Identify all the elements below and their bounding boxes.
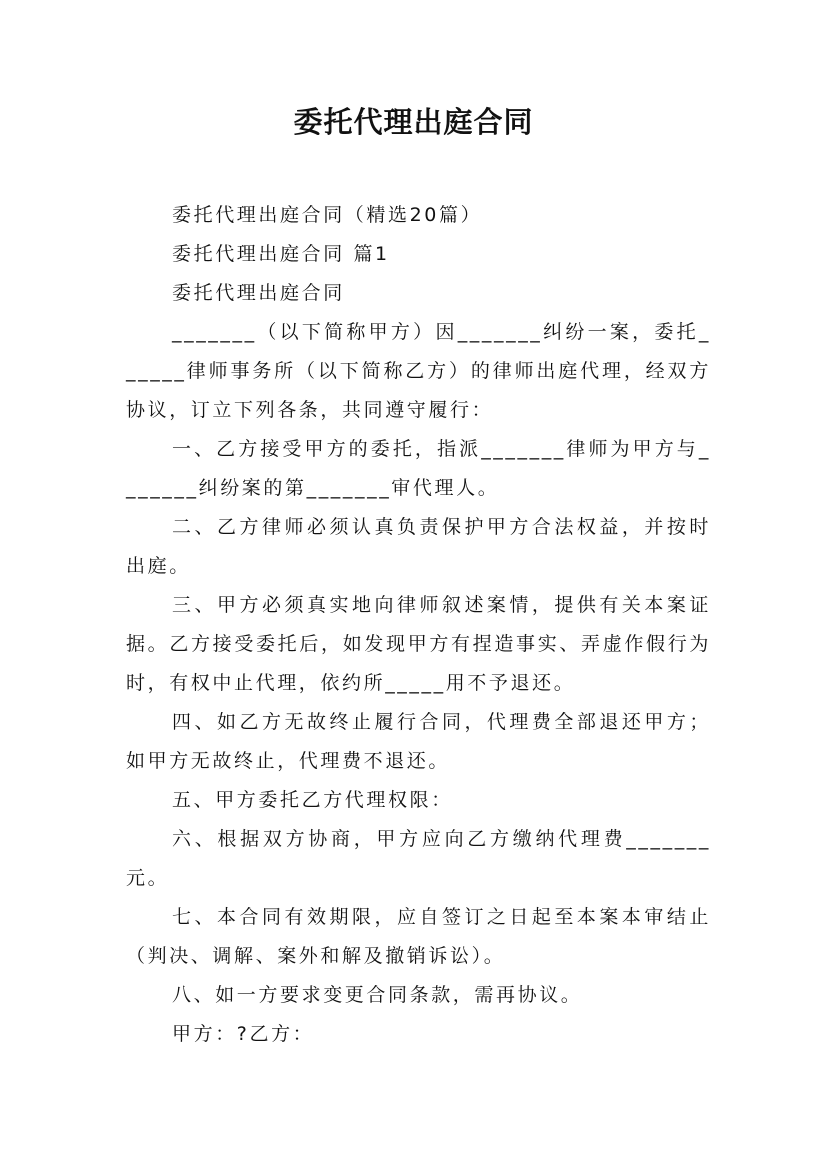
paragraph-clause-3: 三、甲方必须真实地向律师叙述案情，提供有关本案证据。乙方接受委托后，如发现甲方有捏造事实、弄虚作假行为时，有权中止代理，依约所_____用不予退还。 xyxy=(126,594,711,694)
document-title: 委托代理出庭合同 xyxy=(293,105,534,139)
paragraph-clause-2: 二、乙方律师必须认真负责保护甲方合法权益，并按时出庭。 xyxy=(126,516,711,577)
paragraph-clause-1: 一、乙方接受甲方的委托，指派_______律师为甲方与_______纠纷案的第_______审代理人。 xyxy=(126,438,711,499)
paragraph-contract-name: 委托代理出庭合同 xyxy=(172,282,345,304)
document-body xyxy=(126,196,711,1054)
paragraph-signatures: 甲方：?乙方： xyxy=(172,1023,315,1045)
paragraph-clause-7: 七、本合同有效期限，应自签订之日起至本案本审结止（判决、调解、案外和解及撤销诉讼）。 xyxy=(126,906,711,967)
paragraph-subtitle: 委托代理出庭合同（精选20篇） xyxy=(172,204,483,226)
paragraph-clause-5: 五、甲方委托乙方代理权限： xyxy=(172,789,453,811)
paragraph-clause-8: 八、如一方要求变更合同条款，需再协议。 xyxy=(172,984,583,1006)
paragraph-section-heading: 委托代理出庭合同 篇1 xyxy=(172,243,390,265)
paragraph-clause-4: 四、如乙方无故终止履行合同，代理费全部退还甲方；如甲方无故终止，代理费不退还。 xyxy=(126,711,711,772)
paragraph-preamble: _______（以下简称甲方）因_______纠纷一案，委托______律师事务所（以下简称乙方）的律师出庭代理，经双方协议，订立下列各条，共同遵守履行： xyxy=(126,321,711,421)
paragraph-clause-6: 六、根据双方协商，甲方应向乙方缴纳代理费_______元。 xyxy=(126,828,711,889)
